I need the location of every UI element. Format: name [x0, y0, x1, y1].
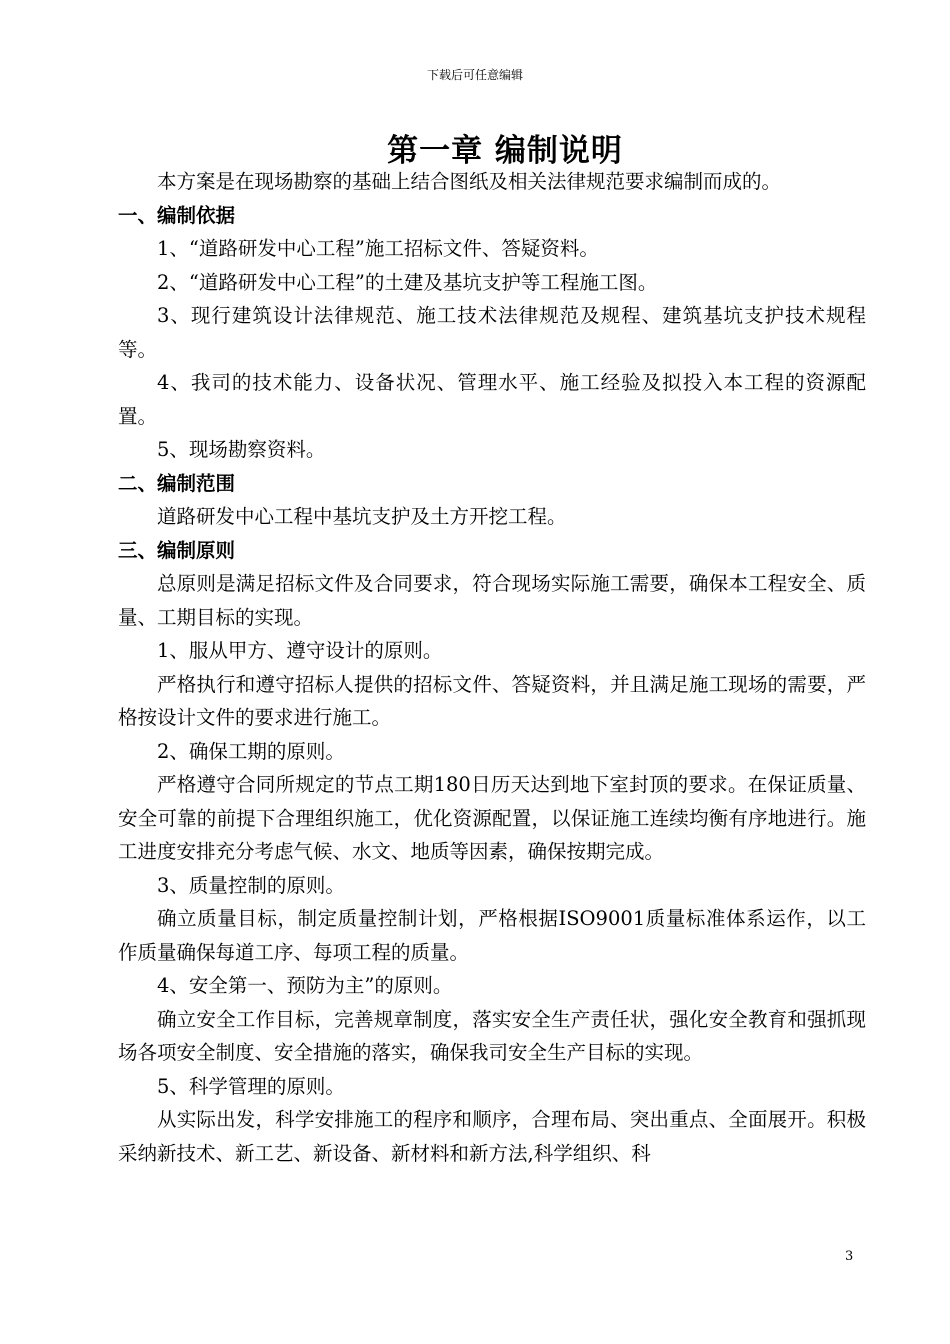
paragraph: 确立安全工作目标，完善规章制度，落实安全生产责任状，强化安全教育和强抓现场各项安全制度、安全措施的落实，确保我司安全生产目标的实现。: [118, 1007, 866, 1064]
paragraph: 总原则是满足招标文件及合同要求，符合现场实际施工需要，确保本工程安全、质量、工期目标的实现。: [118, 572, 866, 629]
paragraph: 3、现行建筑设计法律规范、施工技术法律规范及规程、建筑基坑支护技术规程等。: [118, 304, 866, 361]
document-body: [118, 165, 866, 1170]
paragraph: 1、服从甲方、遵守设计的原则。: [157, 639, 443, 662]
header-note: 下载后可任意编辑: [426, 68, 523, 82]
paragraph: 1、“道路研发中心工程”施工招标文件、答疑资料。: [157, 237, 599, 260]
paragraph: 3、质量控制的原则。: [157, 873, 345, 897]
paragraph: 4、我司的技术能力、设备状况、管理水平、施工经验及拟投入本工程的资源配置。: [118, 371, 866, 428]
paragraph: 确立质量目标，制定质量控制计划，严格根据ISO9001质量标准体系运作，以工作质量确保每道工序、每项工程的质量。: [118, 907, 866, 964]
paragraph: 道路研发中心工程中基坑支护及土方开挖工程。: [157, 505, 567, 528]
page-number: 3: [845, 1249, 854, 1264]
section-heading: 二、编制范围: [118, 471, 236, 495]
paragraph: 2、“道路研发中心工程”的土建及基坑支护等工程施工图。: [157, 270, 658, 294]
paragraph: 本方案是在现场勘察的基础上结合图纸及相关法律规范要求编制而成的。: [157, 170, 782, 193]
paragraph: 2、确保工期的原则。: [157, 739, 345, 763]
section-heading: 三、编制原则: [118, 538, 236, 562]
section-heading: 一、编制依据: [118, 203, 236, 227]
chapter-title: 第一章 编制说明: [387, 133, 623, 169]
paragraph: 严格执行和遵守招标人提供的招标文件、答疑资料，并且满足施工现场的需要，严格按设计文件的要求进行施工。: [118, 672, 866, 729]
paragraph: 严格遵守合同所规定的节点工期180日历天达到地下室封顶的要求。在保证质量、安全可靠的前提下合理组织施工，优化资源配置，以保证施工连续均衡有序地进行。施工进度安排充分考虑气候、水文、地质等因素，确保按期完成。: [118, 773, 866, 863]
paragraph: 从实际出发，科学安排施工的程序和顺序，合理布局、突出重点、全面展开。积极采纳新技术、新工艺、新设备、新材料和新方法,科学组织、科: [118, 1108, 866, 1165]
paragraph: 4、安全第一、预防为主”的原则。: [157, 974, 453, 997]
paragraph: 5、科学管理的原则。: [157, 1074, 345, 1098]
paragraph: 5、现场勘察资料。: [157, 438, 326, 461]
